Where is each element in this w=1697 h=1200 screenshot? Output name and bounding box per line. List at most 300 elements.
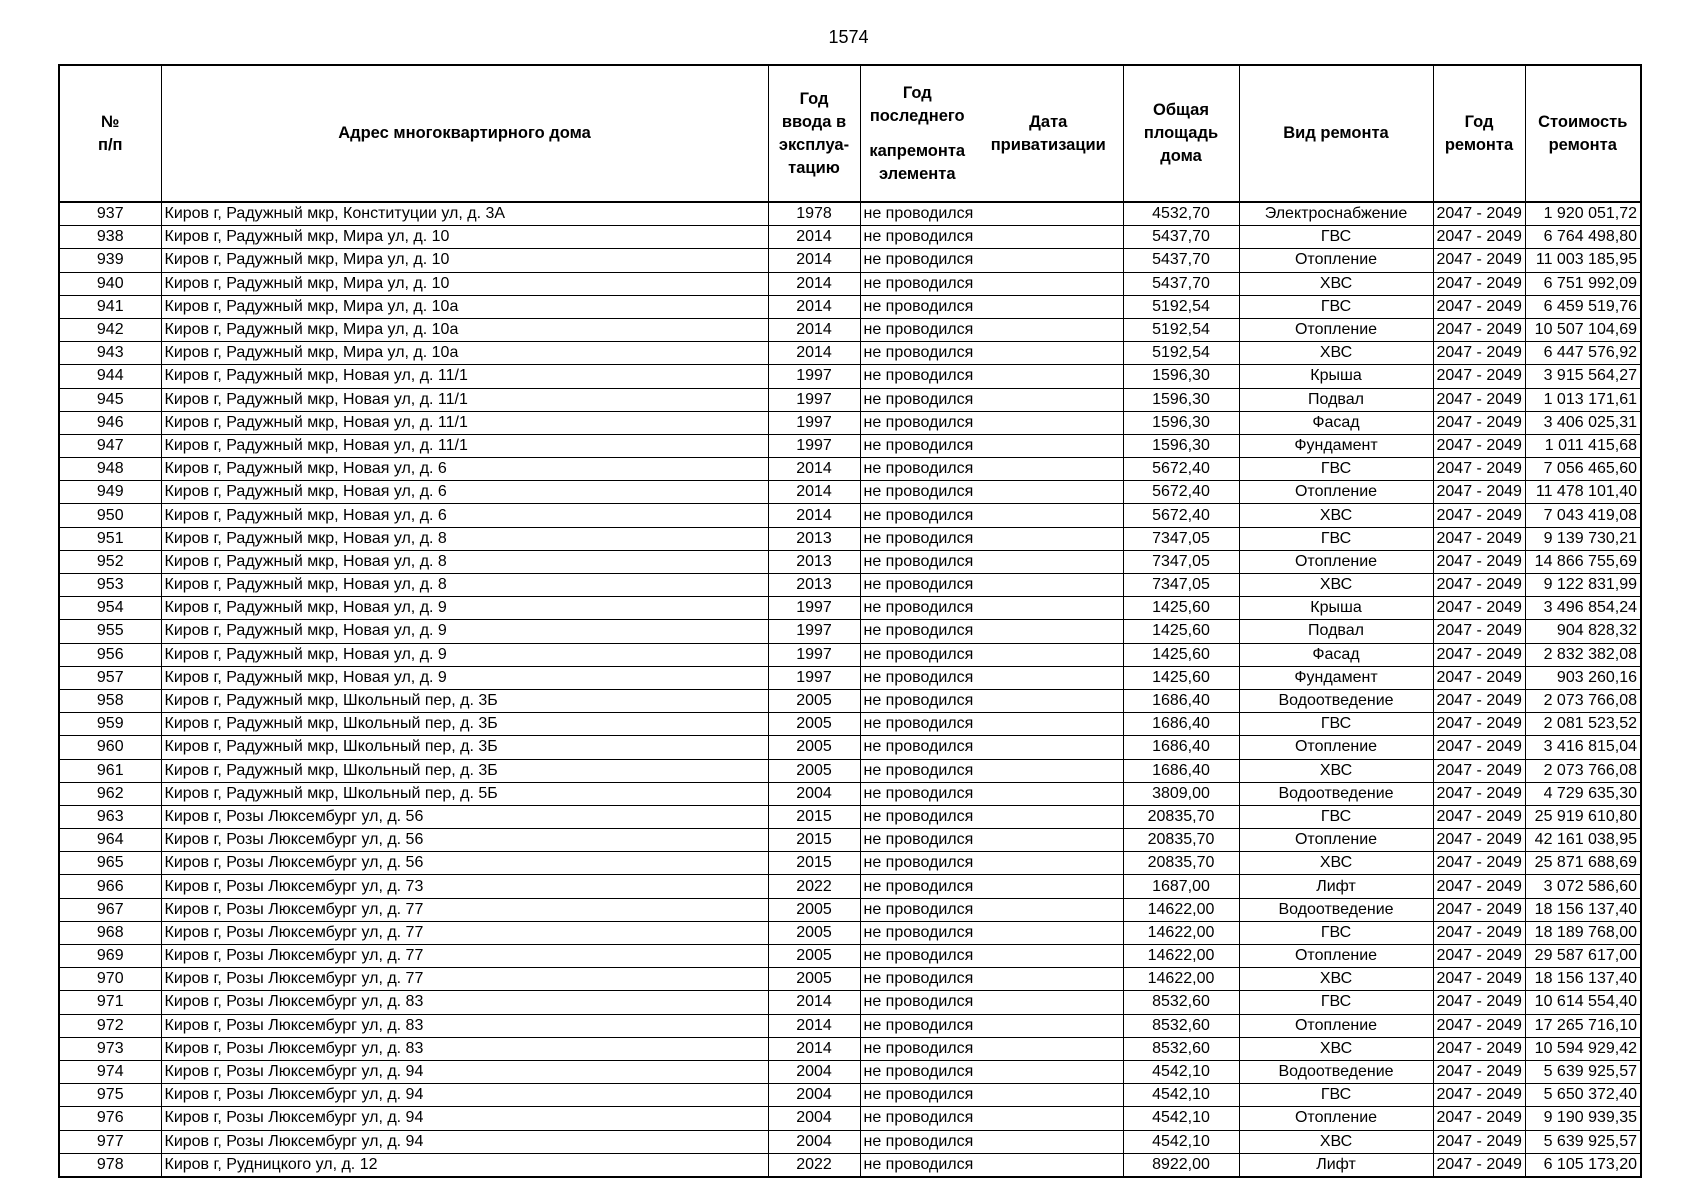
cell-last-repair: не проводился (860, 1014, 974, 1037)
cell-area: 8532,60 (1123, 1037, 1239, 1060)
cell-repair-year: 2047 - 2049 (1433, 481, 1525, 504)
cell-year-built: 2014 (768, 991, 860, 1014)
cell-last-repair: не проводился (860, 458, 974, 481)
cell-year-built: 2014 (768, 481, 860, 504)
header-year-built-line: эксплуа- (778, 135, 850, 154)
table-row (59, 666, 1641, 689)
cell-address: Киров г, Розы Люксембург ул, д. 77 (161, 898, 768, 921)
cell-privatization (974, 527, 1123, 550)
cell-repair-year: 2047 - 2049 (1433, 318, 1525, 341)
header-cost-line: Стоимость (1538, 112, 1628, 131)
cell-privatization (974, 736, 1123, 759)
cell-num: 978 (59, 1153, 161, 1177)
cell-year-built: 1997 (768, 666, 860, 689)
table-row (59, 597, 1641, 620)
cell-area: 4542,10 (1123, 1130, 1239, 1153)
header-privatization-line: приватизации (990, 135, 1106, 154)
cell-num: 937 (59, 202, 161, 226)
cell-year-built: 2014 (768, 458, 860, 481)
cell-year-built: 2014 (768, 504, 860, 527)
cell-address: Киров г, Радужный мкр, Новая ул, д. 11/1 (161, 434, 768, 457)
cell-address: Киров г, Розы Люксембург ул, д. 77 (161, 968, 768, 991)
cell-last-repair: не проводился (860, 852, 974, 875)
cell-num: 943 (59, 342, 161, 365)
cell-last-repair: не проводился (860, 782, 974, 805)
cell-area: 5192,54 (1123, 295, 1239, 318)
cell-address: Киров г, Розы Люксембург ул, д. 56 (161, 805, 768, 828)
cell-privatization (974, 226, 1123, 249)
cell-last-repair: не проводился (860, 318, 974, 341)
cell-privatization (974, 759, 1123, 782)
cell-repair-type: ГВС (1239, 458, 1433, 481)
table-row (59, 481, 1641, 504)
cell-repair-year: 2047 - 2049 (1433, 597, 1525, 620)
table-row (59, 458, 1641, 481)
cell-last-repair: не проводился (860, 898, 974, 921)
header-num-line: п/п (97, 135, 123, 154)
cell-privatization (974, 805, 1123, 828)
table-row (59, 991, 1641, 1014)
cell-cost: 1 011 415,68 (1525, 434, 1641, 457)
cell-privatization (974, 458, 1123, 481)
table-row (59, 295, 1641, 318)
table-row (59, 411, 1641, 434)
cell-num: 973 (59, 1037, 161, 1060)
cell-area: 14622,00 (1123, 921, 1239, 944)
header-privatization (974, 65, 1123, 202)
cell-repair-type: ГВС (1239, 1084, 1433, 1107)
cell-address: Киров г, Радужный мкр, Мира ул, д. 10 (161, 272, 768, 295)
cell-num: 950 (59, 504, 161, 527)
cell-repair-year: 2047 - 2049 (1433, 226, 1525, 249)
cell-num: 972 (59, 1014, 161, 1037)
cell-address: Киров г, Радужный мкр, Мира ул, д. 10 (161, 249, 768, 272)
cell-num: 967 (59, 898, 161, 921)
cell-last-repair: не проводился (860, 1084, 974, 1107)
header-last-repair-line: последнего (869, 106, 965, 125)
cell-year-built: 2005 (768, 945, 860, 968)
header-address: Адрес многоквартирного дома (161, 65, 768, 202)
cell-repair-year: 2047 - 2049 (1433, 898, 1525, 921)
cell-repair-type: Фасад (1239, 643, 1433, 666)
cell-repair-year: 2047 - 2049 (1433, 1037, 1525, 1060)
cell-cost: 6 751 992,09 (1525, 272, 1641, 295)
cell-year-built: 2014 (768, 249, 860, 272)
cell-area: 1425,60 (1123, 620, 1239, 643)
cell-year-built: 1997 (768, 620, 860, 643)
cell-year-built: 1978 (768, 202, 860, 226)
cell-repair-type: Подвал (1239, 388, 1433, 411)
cell-privatization (974, 689, 1123, 712)
cell-num: 963 (59, 805, 161, 828)
cell-repair-type: ГВС (1239, 295, 1433, 318)
cell-year-built: 2014 (768, 1037, 860, 1060)
cell-repair-type: ХВС (1239, 852, 1433, 875)
table-row (59, 1130, 1641, 1153)
cell-last-repair: не проводился (860, 1153, 974, 1177)
cell-num: 954 (59, 597, 161, 620)
header-year-built-line: ввода в (781, 112, 847, 131)
cell-repair-year: 2047 - 2049 (1433, 272, 1525, 295)
cell-last-repair: не проводился (860, 249, 974, 272)
cell-privatization (974, 1107, 1123, 1130)
cell-area: 1425,60 (1123, 666, 1239, 689)
header-last-repair (860, 65, 974, 202)
cell-repair-year: 2047 - 2049 (1433, 411, 1525, 434)
cell-address: Киров г, Радужный мкр, Новая ул, д. 9 (161, 620, 768, 643)
cell-last-repair: не проводился (860, 272, 974, 295)
cell-repair-year: 2047 - 2049 (1433, 829, 1525, 852)
cell-num: 955 (59, 620, 161, 643)
cell-repair-year: 2047 - 2049 (1433, 852, 1525, 875)
cell-privatization (974, 365, 1123, 388)
table-header (59, 65, 1641, 202)
cell-repair-year: 2047 - 2049 (1433, 689, 1525, 712)
cell-last-repair: не проводился (860, 295, 974, 318)
header-year-built (768, 65, 860, 202)
cell-area: 3809,00 (1123, 782, 1239, 805)
cell-num: 957 (59, 666, 161, 689)
cell-privatization (974, 434, 1123, 457)
cell-repair-year: 2047 - 2049 (1433, 782, 1525, 805)
cell-last-repair: не проводился (860, 504, 974, 527)
cell-year-built: 2014 (768, 318, 860, 341)
cell-repair-type: ХВС (1239, 272, 1433, 295)
cell-address: Киров г, Радужный мкр, Новая ул, д. 8 (161, 574, 768, 597)
cell-last-repair: не проводился (860, 1037, 974, 1060)
cell-repair-type: Отопление (1239, 945, 1433, 968)
cell-cost: 5 650 372,40 (1525, 1084, 1641, 1107)
cell-cost: 10 507 104,69 (1525, 318, 1641, 341)
cell-repair-year: 2047 - 2049 (1433, 295, 1525, 318)
cell-repair-year: 2047 - 2049 (1433, 713, 1525, 736)
cell-num: 951 (59, 527, 161, 550)
cell-num: 945 (59, 388, 161, 411)
table-row (59, 852, 1641, 875)
table-row (59, 1037, 1641, 1060)
cell-area: 4542,10 (1123, 1060, 1239, 1083)
cell-area: 4542,10 (1123, 1107, 1239, 1130)
cell-last-repair: не проводился (860, 1107, 974, 1130)
cell-address: Киров г, Рудницкого ул, д. 12 (161, 1153, 768, 1177)
cell-address: Киров г, Розы Люксембург ул, д. 73 (161, 875, 768, 898)
cell-repair-type: Водоотведение (1239, 782, 1433, 805)
cell-address: Киров г, Радужный мкр, Новая ул, д. 8 (161, 550, 768, 573)
cell-area: 1596,30 (1123, 434, 1239, 457)
cell-repair-type: ХВС (1239, 759, 1433, 782)
cell-privatization (974, 1153, 1123, 1177)
cell-repair-year: 2047 - 2049 (1433, 805, 1525, 828)
cell-repair-type: Водоотведение (1239, 689, 1433, 712)
table-body (59, 202, 1641, 1177)
table-row (59, 434, 1641, 457)
cell-privatization (974, 574, 1123, 597)
cell-privatization (974, 921, 1123, 944)
cell-num: 975 (59, 1084, 161, 1107)
cell-area: 5437,70 (1123, 249, 1239, 272)
cell-year-built: 1997 (768, 411, 860, 434)
cell-last-repair: не проводился (860, 597, 974, 620)
cell-year-built: 1997 (768, 388, 860, 411)
table-row (59, 782, 1641, 805)
cell-repair-type: Отопление (1239, 736, 1433, 759)
cell-num: 971 (59, 991, 161, 1014)
cell-cost: 17 265 716,10 (1525, 1014, 1641, 1037)
cell-repair-year: 2047 - 2049 (1433, 875, 1525, 898)
cell-cost: 2 073 766,08 (1525, 759, 1641, 782)
cell-num: 947 (59, 434, 161, 457)
cell-repair-year: 2047 - 2049 (1433, 342, 1525, 365)
cell-last-repair: не проводился (860, 921, 974, 944)
cell-address: Киров г, Розы Люксембург ул, д. 83 (161, 991, 768, 1014)
cell-repair-year: 2047 - 2049 (1433, 991, 1525, 1014)
header-last-repair-line: капремонта (869, 141, 966, 160)
cell-repair-year: 2047 - 2049 (1433, 1130, 1525, 1153)
cell-last-repair: не проводился (860, 481, 974, 504)
cell-repair-year: 2047 - 2049 (1433, 550, 1525, 573)
cell-num: 940 (59, 272, 161, 295)
cell-year-built: 2014 (768, 342, 860, 365)
cell-cost: 10 614 554,40 (1525, 991, 1641, 1014)
cell-address: Киров г, Розы Люксембург ул, д. 83 (161, 1014, 768, 1037)
cell-repair-year: 2047 - 2049 (1433, 968, 1525, 991)
cell-repair-type: Отопление (1239, 481, 1433, 504)
cell-privatization (974, 713, 1123, 736)
cell-num: 944 (59, 365, 161, 388)
cell-year-built: 2005 (768, 898, 860, 921)
cell-address: Киров г, Радужный мкр, Новая ул, д. 11/1 (161, 388, 768, 411)
cell-year-built: 2015 (768, 805, 860, 828)
cell-area: 7347,05 (1123, 527, 1239, 550)
cell-area: 1596,30 (1123, 365, 1239, 388)
cell-year-built: 2004 (768, 1130, 860, 1153)
cell-last-repair: не проводился (860, 202, 974, 226)
cell-repair-type: Крыша (1239, 597, 1433, 620)
cell-address: Киров г, Розы Люксембург ул, д. 77 (161, 921, 768, 944)
table-row (59, 805, 1641, 828)
cell-cost: 18 189 768,00 (1525, 921, 1641, 944)
cell-year-built: 1997 (768, 597, 860, 620)
cell-area: 14622,00 (1123, 898, 1239, 921)
cell-cost: 14 866 755,69 (1525, 550, 1641, 573)
cell-repair-year: 2047 - 2049 (1433, 620, 1525, 643)
cell-privatization (974, 272, 1123, 295)
header-year-built-line: Год (799, 89, 829, 108)
cell-last-repair: не проводился (860, 574, 974, 597)
cell-cost: 6 764 498,80 (1525, 226, 1641, 249)
cell-num: 952 (59, 550, 161, 573)
table-row (59, 921, 1641, 944)
cell-address: Киров г, Радужный мкр, Мира ул, д. 10а (161, 318, 768, 341)
cell-privatization (974, 1084, 1123, 1107)
cell-address: Киров г, Радужный мкр, Новая ул, д. 8 (161, 527, 768, 550)
cell-cost: 3 406 025,31 (1525, 411, 1641, 434)
cell-area: 1686,40 (1123, 689, 1239, 712)
cell-cost: 6 459 519,76 (1525, 295, 1641, 318)
cell-num: 942 (59, 318, 161, 341)
table-row (59, 574, 1641, 597)
cell-last-repair: не проводился (860, 875, 974, 898)
cell-cost: 4 729 635,30 (1525, 782, 1641, 805)
table-row (59, 689, 1641, 712)
cell-repair-type: Фасад (1239, 411, 1433, 434)
cell-cost: 5 639 925,57 (1525, 1060, 1641, 1083)
cell-cost: 11 478 101,40 (1525, 481, 1641, 504)
header-num (59, 65, 161, 202)
repair-schedule-table (58, 64, 1642, 1178)
cell-num: 960 (59, 736, 161, 759)
cell-privatization (974, 504, 1123, 527)
cell-repair-year: 2047 - 2049 (1433, 574, 1525, 597)
cell-privatization (974, 1060, 1123, 1083)
cell-area: 8532,60 (1123, 991, 1239, 1014)
cell-repair-type: ГВС (1239, 805, 1433, 828)
cell-num: 956 (59, 643, 161, 666)
cell-cost: 7 043 419,08 (1525, 504, 1641, 527)
cell-cost: 3 496 854,24 (1525, 597, 1641, 620)
cell-num: 969 (59, 945, 161, 968)
cell-repair-type: Отопление (1239, 829, 1433, 852)
cell-cost: 3 416 815,04 (1525, 736, 1641, 759)
cell-last-repair: не проводился (860, 829, 974, 852)
cell-repair-type: Лифт (1239, 1153, 1433, 1177)
cell-year-built: 2013 (768, 527, 860, 550)
cell-privatization (974, 991, 1123, 1014)
cell-last-repair: не проводился (860, 759, 974, 782)
cell-cost: 10 594 929,42 (1525, 1037, 1641, 1060)
cell-num: 953 (59, 574, 161, 597)
cell-last-repair: не проводился (860, 434, 974, 457)
cell-cost: 11 003 185,95 (1525, 249, 1641, 272)
cell-area: 1686,40 (1123, 736, 1239, 759)
cell-address: Киров г, Радужный мкр, Новая ул, д. 6 (161, 458, 768, 481)
cell-year-built: 2015 (768, 829, 860, 852)
cell-cost: 3 915 564,27 (1525, 365, 1641, 388)
cell-cost: 9 190 939,35 (1525, 1107, 1641, 1130)
table-row (59, 226, 1641, 249)
cell-num: 977 (59, 1130, 161, 1153)
cell-num: 974 (59, 1060, 161, 1083)
cell-repair-type: ГВС (1239, 713, 1433, 736)
cell-repair-type: ХВС (1239, 504, 1433, 527)
cell-privatization (974, 1130, 1123, 1153)
cell-year-built: 2014 (768, 272, 860, 295)
header-last-repair-line: элемента (878, 164, 956, 183)
cell-year-built: 2005 (768, 689, 860, 712)
cell-num: 964 (59, 829, 161, 852)
table-row (59, 342, 1641, 365)
cell-repair-year: 2047 - 2049 (1433, 249, 1525, 272)
header-cost (1525, 65, 1641, 202)
cell-privatization (974, 829, 1123, 852)
header-area-line: дома (1160, 147, 1202, 165)
cell-address: Киров г, Радужный мкр, Мира ул, д. 10а (161, 342, 768, 365)
cell-repair-year: 2047 - 2049 (1433, 1084, 1525, 1107)
table-row (59, 249, 1641, 272)
cell-cost: 7 056 465,60 (1525, 458, 1641, 481)
cell-cost: 5 639 925,57 (1525, 1130, 1641, 1153)
cell-year-built: 2022 (768, 1153, 860, 1177)
table-row (59, 759, 1641, 782)
cell-repair-type: ХВС (1239, 968, 1433, 991)
cell-repair-year: 2047 - 2049 (1433, 365, 1525, 388)
cell-repair-type: ГВС (1239, 991, 1433, 1014)
cell-address: Киров г, Розы Люксембург ул, д. 77 (161, 945, 768, 968)
cell-repair-year: 2047 - 2049 (1433, 736, 1525, 759)
cell-area: 1596,30 (1123, 388, 1239, 411)
header-num-line: № (101, 112, 120, 131)
cell-last-repair: не проводился (860, 365, 974, 388)
cell-privatization (974, 666, 1123, 689)
cell-last-repair: не проводился (860, 411, 974, 434)
cell-area: 5672,40 (1123, 504, 1239, 527)
table-row (59, 527, 1641, 550)
cell-address: Киров г, Радужный мкр, Новая ул, д. 9 (161, 597, 768, 620)
cell-year-built: 2004 (768, 1084, 860, 1107)
table-row (59, 968, 1641, 991)
cell-year-built: 2013 (768, 550, 860, 573)
cell-last-repair: не проводился (860, 388, 974, 411)
cell-cost: 9 122 831,99 (1525, 574, 1641, 597)
cell-repair-type: Отопление (1239, 1014, 1433, 1037)
cell-privatization (974, 782, 1123, 805)
header-repair-year-line: ремонта (1444, 135, 1514, 154)
cell-cost: 25 919 610,80 (1525, 805, 1641, 828)
table-row (59, 365, 1641, 388)
cell-last-repair: не проводился (860, 968, 974, 991)
cell-address: Киров г, Радужный мкр, Школьный пер, д. 3Б (161, 736, 768, 759)
cell-area: 1425,60 (1123, 597, 1239, 620)
header-area-line: площадь (1143, 124, 1219, 142)
table-row (59, 1153, 1641, 1177)
table-row (59, 829, 1641, 852)
cell-year-built: 1997 (768, 365, 860, 388)
cell-year-built: 2005 (768, 759, 860, 782)
cell-area: 14622,00 (1123, 968, 1239, 991)
cell-last-repair: не проводился (860, 713, 974, 736)
cell-last-repair: не проводился (860, 620, 974, 643)
cell-repair-year: 2047 - 2049 (1433, 458, 1525, 481)
cell-cost: 904 828,32 (1525, 620, 1641, 643)
cell-address: Киров г, Радужный мкр, Новая ул, д. 6 (161, 504, 768, 527)
cell-last-repair: не проводился (860, 736, 974, 759)
cell-repair-year: 2047 - 2049 (1433, 921, 1525, 944)
cell-year-built: 2004 (768, 1060, 860, 1083)
header-year-built-line: тацию (788, 158, 840, 177)
cell-year-built: 2013 (768, 574, 860, 597)
cell-area: 5192,54 (1123, 342, 1239, 365)
cell-last-repair: не проводился (860, 666, 974, 689)
cell-repair-type: ГВС (1239, 527, 1433, 550)
cell-repair-type: Фундамент (1239, 666, 1433, 689)
cell-area: 1687,00 (1123, 875, 1239, 898)
cell-address: Киров г, Радужный мкр, Школьный пер, д. 3Б (161, 759, 768, 782)
cell-last-repair: не проводился (860, 1130, 974, 1153)
cell-area: 4532,70 (1123, 202, 1239, 226)
cell-area: 7347,05 (1123, 550, 1239, 573)
cell-area: 1425,60 (1123, 643, 1239, 666)
cell-privatization (974, 597, 1123, 620)
cell-num: 938 (59, 226, 161, 249)
cell-year-built: 2014 (768, 226, 860, 249)
cell-address: Киров г, Радужный мкр, Новая ул, д. 11/1 (161, 365, 768, 388)
cell-area: 5437,70 (1123, 272, 1239, 295)
cell-area: 20835,70 (1123, 852, 1239, 875)
cell-last-repair: не проводился (860, 550, 974, 573)
cell-area: 5672,40 (1123, 458, 1239, 481)
cell-privatization (974, 481, 1123, 504)
cell-privatization (974, 318, 1123, 341)
